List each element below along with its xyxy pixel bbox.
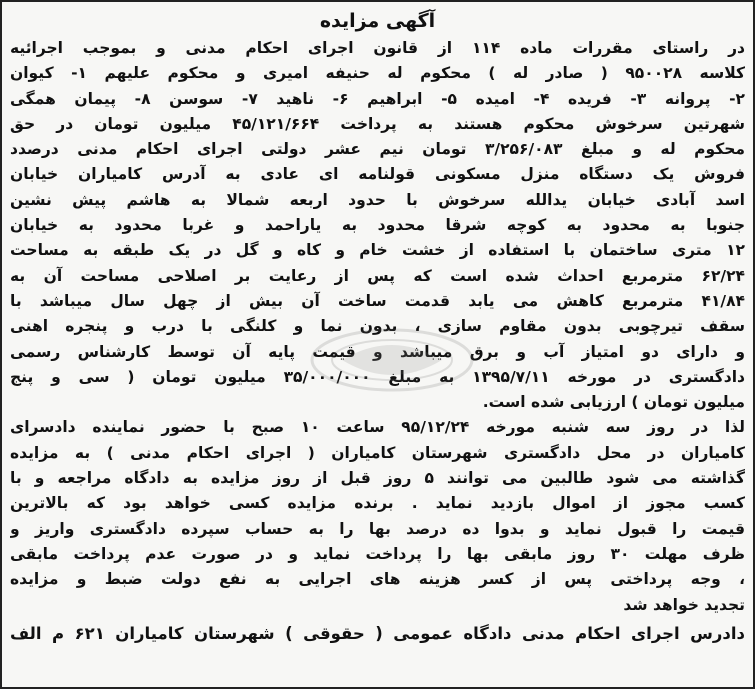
notice-line: جنوبا به محدود به کوچه شرقا محدود به یاراحمد و غربا محدود به خیابان <box>10 216 745 235</box>
notice-body <box>10 36 745 618</box>
notice-line: ظرف مهلت ۳۰ روز مابقی بها را پرداخت نماید و در صورت عدم پرداخت مابقی <box>10 544 745 563</box>
notice-line: کامیاران در محل دادگستری شهرستان کامیاران ( اجرای احکام مدنی ) به مزایده <box>10 443 745 462</box>
notice-line: و دارای دو امتیاز آب و برق میباشد و قیمت پایه آن توسط کارشناس رسمی <box>10 342 745 361</box>
notice-line: ۲- پروانه ۳- فریده ۴- امیده ۵- ابراهیم ۶- ناهید ۷- سوسن ۸- پیمان همگی <box>10 89 745 108</box>
notice-line: در راستای مقررات ماده ۱۱۴ از قانون اجرای احکام مدنی و بموجب اجرائیه <box>10 39 745 57</box>
notice-line: ۱۲ متری ساختمان با استفاده از خشت خام و کاه و گل در یک طبقه به مساحت <box>10 241 745 260</box>
notice-line: تجدید خواهد شد <box>623 595 745 614</box>
notice-line: اسد آبادی خیابان یدالله سرخوش با حدود اربعه شمالا به هاشم پیش نشین <box>10 190 745 209</box>
notice-line: ۶۲/۲۴ مترمربع احداث شده است که پس از رعایت بر اصلاحی مساحت آن به <box>10 266 745 285</box>
notice-line: گذاشته می شود طالبین می توانند ۵ روز قبل از روز مزایده به دادگاه مراجعه و با <box>10 469 745 488</box>
notice-line: کلاسه ۹۵۰۰۲۸ ( صادر له ) محکوم له حنیفه امیری و محکوم علیهم ۱- کیوان <box>10 64 745 83</box>
notice-line: سقف تیرچوبی بدون مقاوم سازی ، بدون نما و کلنگی با درب و پنجره اهنی <box>10 317 745 336</box>
notice-line: ۴۱/۸۴ مترمربع کاهش می یابد قدمت ساخت آن بیش از چهل سال میباشد با <box>10 291 745 310</box>
notice-signature: دادرس اجرای احکام مدنی دادگاه عمومی ( حقوقی ) شهرستان کامیاران ۶۲۱ م الف <box>10 623 745 643</box>
notice-line: لذا در روز سه شنبه مورخه ۹۵/۱۲/۲۴ ساعت ۱۰ صبح با حضور نماینده دادسرای <box>10 418 745 437</box>
notice-line: ، وجه پرداختی پس از کسر هزینه های اجرایی به نفع دولت ضبط و مزایده <box>10 570 745 589</box>
notice-title: آگهی مزایده <box>319 10 436 32</box>
notice-line: محکوم له و مبلغ ۳/۲۵۶/۰۸۳ تومان نیم عشر دولتی اجرای احکام مدنی درصدد <box>10 140 745 159</box>
notice-line: میلیون تومان ) ارزیابی شده است. <box>482 393 745 412</box>
notice-line: شهرتین سرخوش محکوم هستند به پرداخت ۴۵/۱۲۱/۶۶۴ میلیون تومان در حق <box>10 114 745 133</box>
notice-line: قیمت را قبول نماید و بدوا ده درصد بها را به حساب سپرده دادگستری واریز و <box>10 519 745 538</box>
notice-line: دادگستری در مورخه ۱۳۹۵/۷/۱۱ به مبلغ ۳۵/۰۰۰/۰۰۰ میلیون تومان ( سی و پنج <box>10 367 745 386</box>
notice-line: فروش یک دستگاه منزل مسکونی قولنامه ای عادی به آدرس کامیاران خیابان <box>10 165 745 184</box>
notice-line: کسب مجوز از اموال بازدید نماید . برنده مزایده کسی خواهد بود که بالاترین <box>10 494 745 513</box>
